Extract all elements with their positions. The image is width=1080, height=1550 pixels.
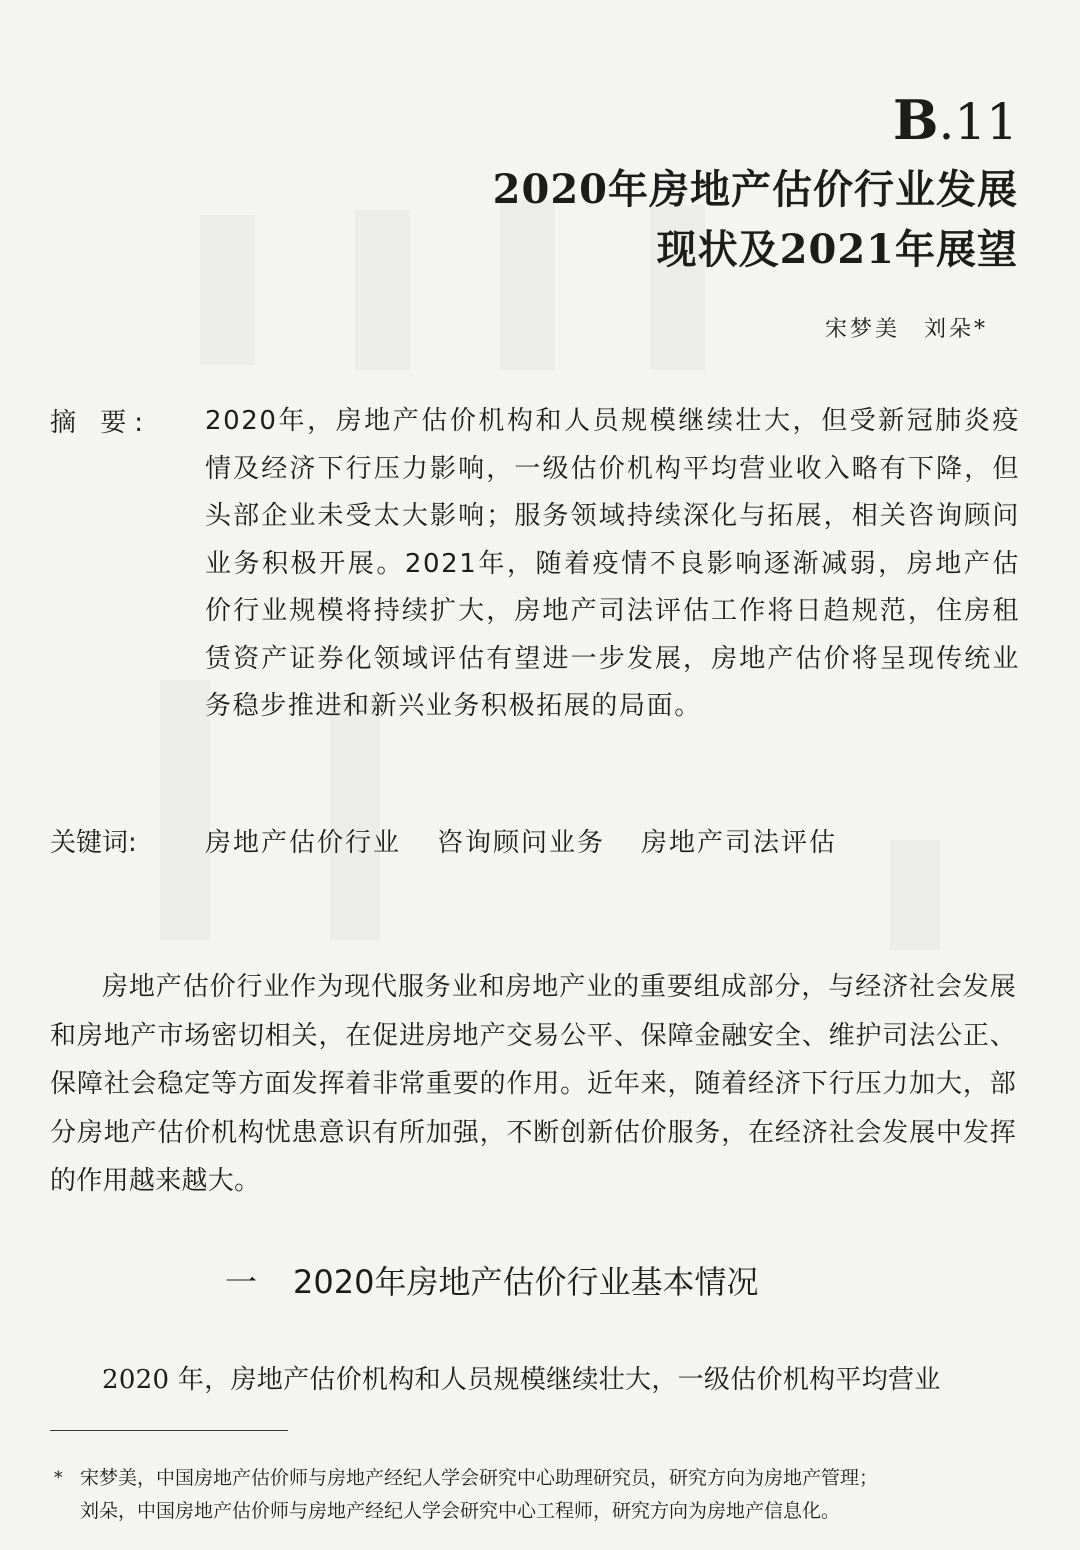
intro-paragraph: 房地产估价行业作为现代服务业和房地产业的重要组成部分，与经济社会发展和房地产市场密切相关，在促进房地产交易公平、保障金融安全、维护司法公正、保障社会稳定等方面发挥着非常重要的作用。近年来，随着经济下行压力加大，部分房地产估价机构忧患意识有所加强，不断创新估价服务，在经济社会发展中发挥的作用越来越大。 bbox=[50, 972, 1016, 1196]
title-line-2: 现状及2021年展望 bbox=[656, 226, 1018, 273]
abstract-label: 摘 要: bbox=[50, 408, 152, 438]
keywords-label: 关键词: bbox=[50, 828, 137, 858]
abstract-text: 2020年，房地产估价机构和人员规模继续壮大，但受新冠肺炎疫情及经济下行压力影响，一级估价机构平均营业收入略有下降，但头部企业未受太大影响；服务领域持续深化与拓展，相关咨询顾问业务积极开展。2021年，随着疫情不良影响逐渐减弱，房地产估价行业规模将持续扩大，房地产司法评估工作将日趋规范，住房租赁资产证券化领域评估有望进一步发展，房地产估价将呈现传统业务稳步推进和新兴业务积极拓展的局面。 bbox=[205, 406, 1020, 721]
footnote-mark: * bbox=[54, 1468, 63, 1488]
keyword-item: 房地产估价行业 bbox=[205, 828, 402, 858]
keywords-list bbox=[205, 822, 837, 859]
footnote-rule bbox=[50, 1430, 288, 1431]
article-title bbox=[493, 160, 1018, 280]
chapter-digits: .11 bbox=[938, 93, 1018, 151]
chapter-number bbox=[892, 88, 1018, 152]
footnote-line-1: 宋梦美，中国房地产估价师与房地产经纪人学会研究中心助理研究员，研究方向为房地产管理； bbox=[80, 1467, 879, 1489]
section-paragraph: 2020 年，房地产估价机构和人员规模继续壮大，一级估价机构平均营业 bbox=[102, 1365, 941, 1395]
section-title: 2020年房地产估价行业基本情况 bbox=[293, 1263, 759, 1301]
keyword-item: 咨询顾问业务 bbox=[437, 828, 606, 858]
author-1: 宋梦美 bbox=[824, 317, 900, 342]
title-line-1: 2020年房地产估价行业发展 bbox=[492, 166, 1018, 213]
section-heading bbox=[225, 1257, 758, 1303]
chapter-letter: B bbox=[892, 88, 939, 152]
author-footnote-mark: * bbox=[974, 317, 988, 342]
footnote-line-2: 刘朵，中国房地产估价师与房地产经纪人学会研究中心工程师，研究方向为房地产信息化。 bbox=[80, 1500, 841, 1522]
author-2: 刘朵 bbox=[923, 317, 974, 342]
footnote bbox=[54, 1462, 1025, 1528]
author-line bbox=[825, 312, 988, 343]
keyword-item: 房地产司法评估 bbox=[641, 828, 838, 858]
section-number: 一 bbox=[225, 1263, 258, 1301]
